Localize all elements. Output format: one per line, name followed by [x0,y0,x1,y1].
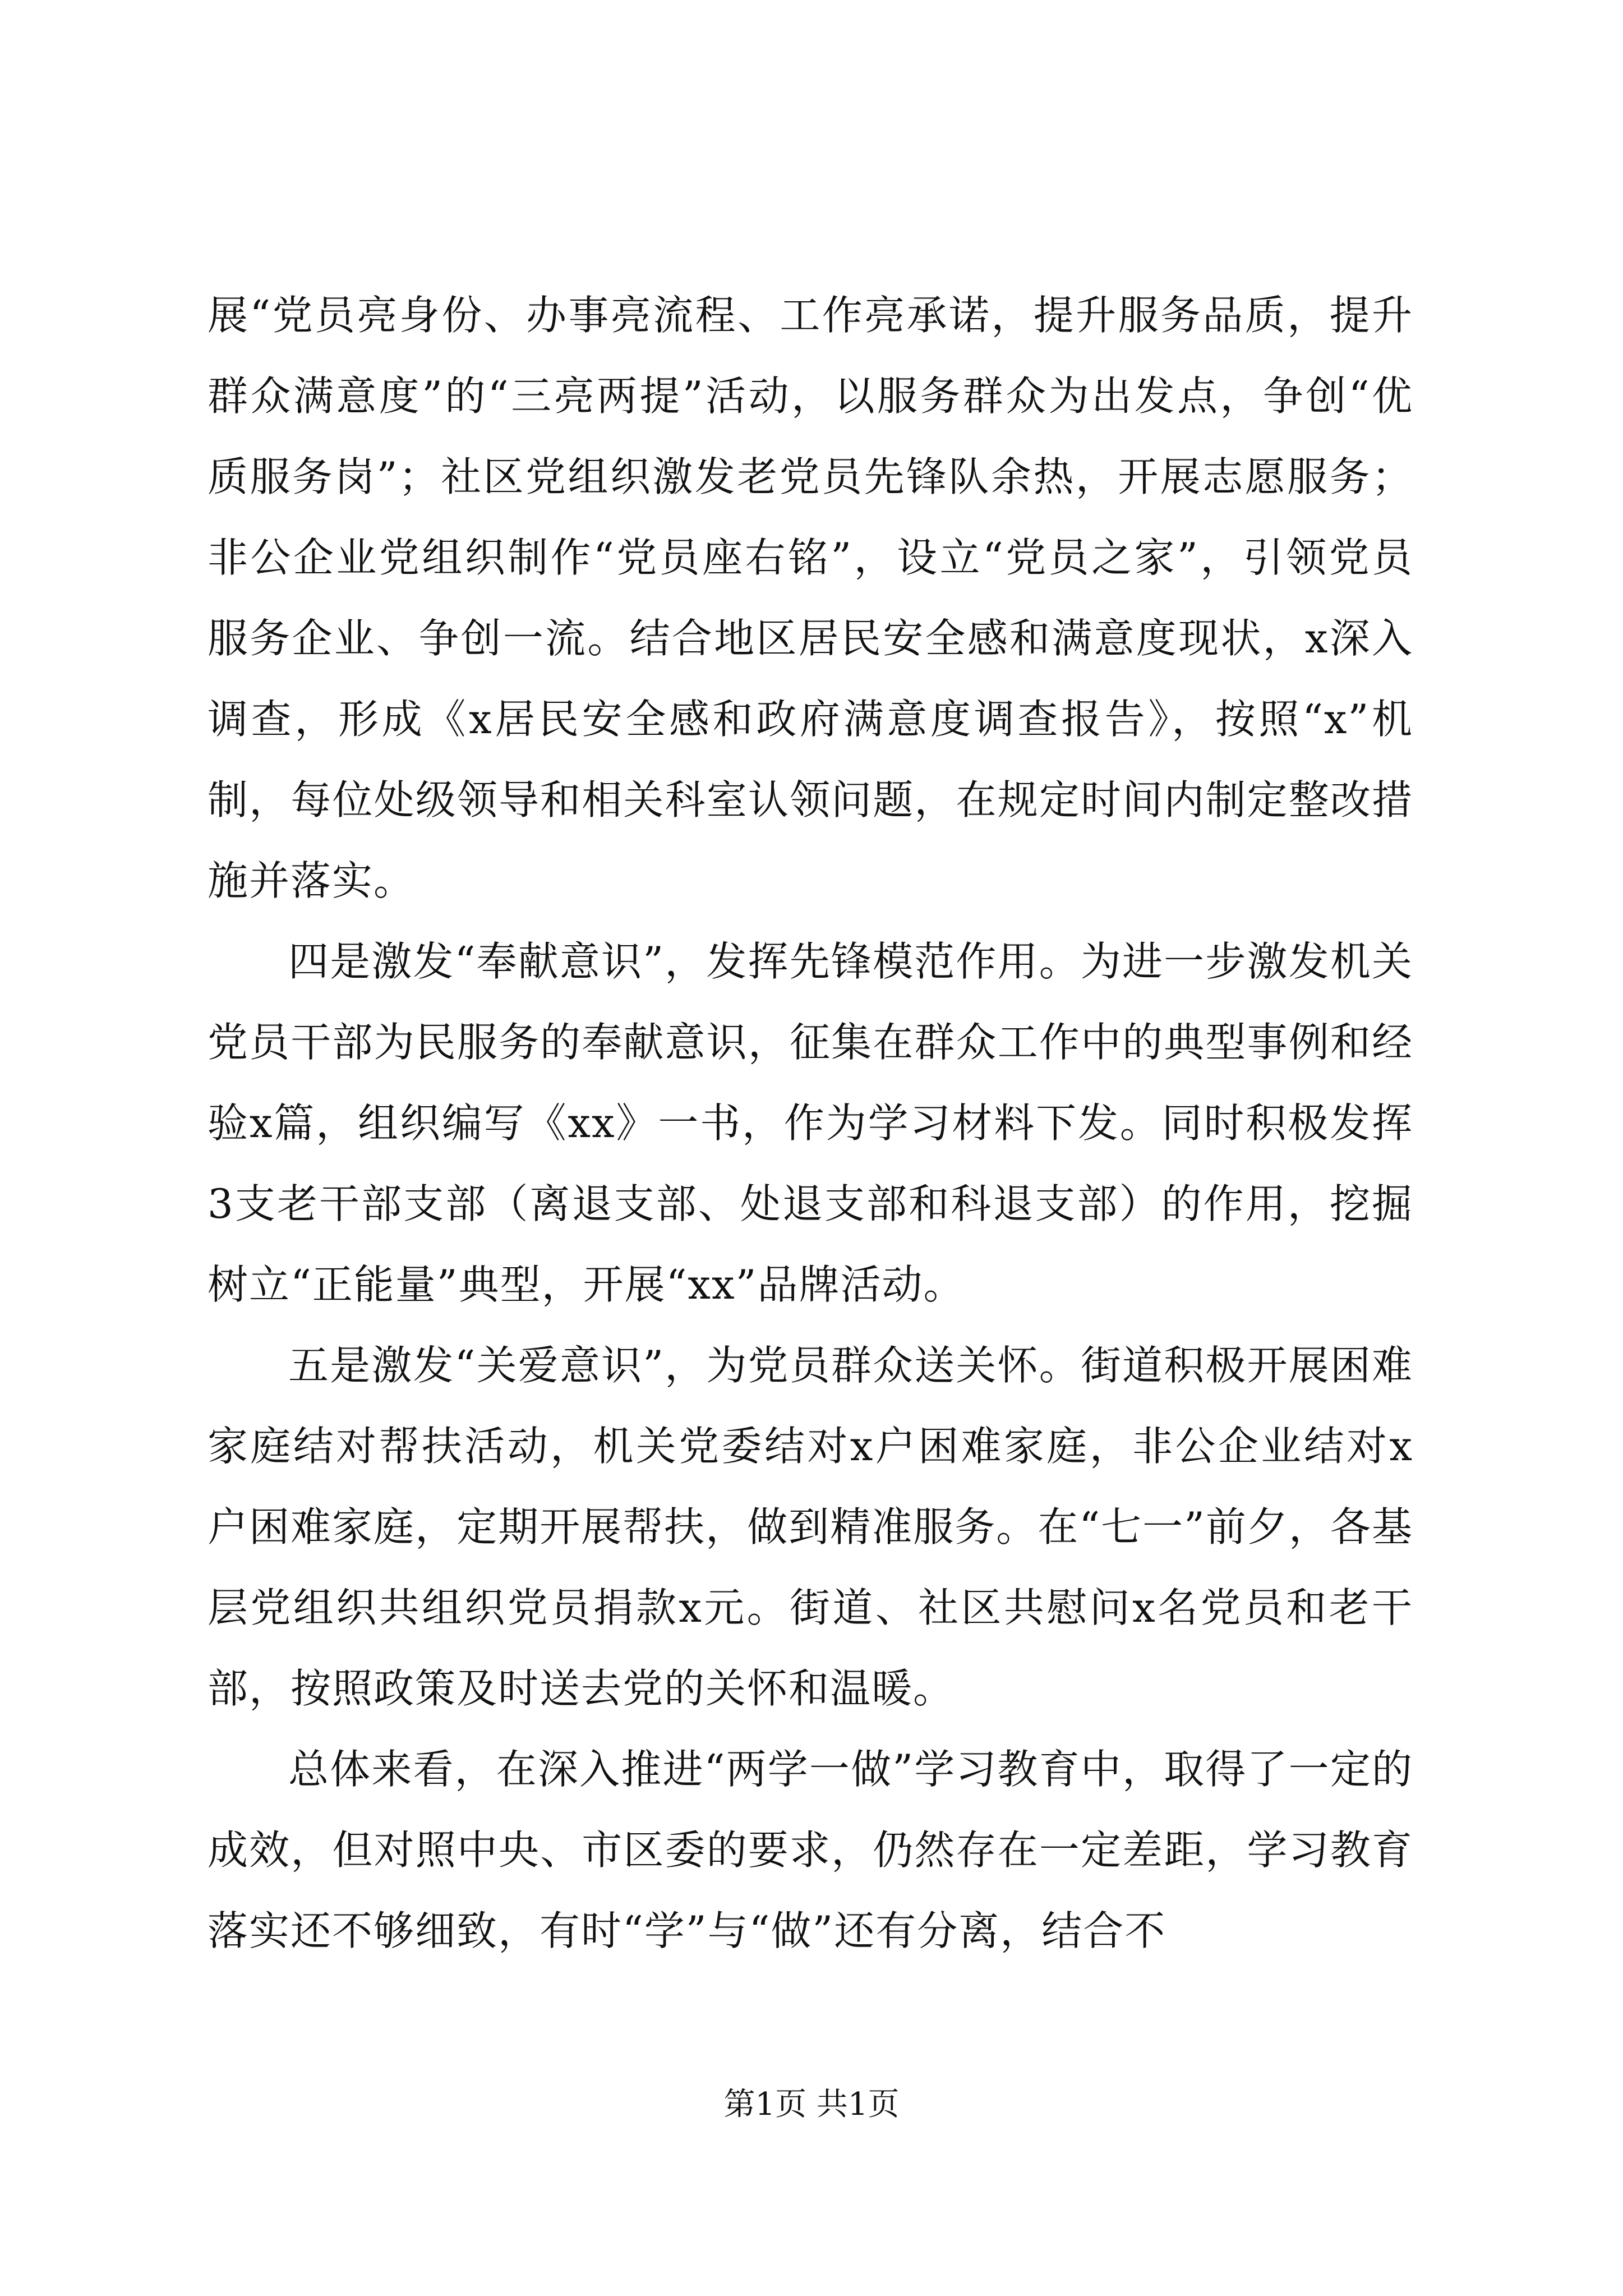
paragraph-continuation: 展“党员亮身份、办事亮流程、工作亮承诺，提升服务品质，提升群众满意度”的“三亮两提”活动，以服务群众为出发点，争创“优质服务岗”；社区党组织激发老党员先锋队余热，开展志愿服务；非公企业党组织制作“党员座右铭”，设立“党员之家”，引领党员服务企业、争创一流。结合地区居民安全感和满意度现状，x深入调查，形成《x居民安全感和政府满意度调查报告》，按照“x”机制，每位处级领导和相关科室认领问题，在规定时间内制定整改措施并落实。 [208,292,1413,904]
document-body [208,275,1413,1971]
paragraph-five: 五是激发“关爱意识”，为党员群众送关怀。街道积极开展困难家庭结对帮扶活动，机关党委结对x户困难家庭，非公企业结对x户困难家庭，定期开展帮扶，做到精准服务。在“七一”前夕，各基层党组织共组织党员捐款x元。街道、社区共慰问x名党员和老干部，按照政策及时送去党的关怀和温暖。 [208,1342,1413,1712]
paragraph-summary: 总体来看，在深入推进“两学一做”学习教育中，取得了一定的成效，但对照中央、市区委的要求，仍然存在一定差距，学习教育落实还不够细致，有时“学”与“做”还有分离，结合不 [208,1746,1413,1954]
page-footer: 第1页 共1页 [723,2086,900,2123]
paragraph-four: 四是激发“奉献意识”，发挥先锋模范作用。为进一步激发机关党员干部为民服务的奉献意识，征集在群众工作中的典型事例和经验x篇，组织编写《xx》一书，作为学习材料下发。同时积极发挥3支老干部支部（离退支部、处退支部和科退支部）的作用，挖掘树立“正能量”典型，开展“xx”品牌活动。 [208,938,1413,1308]
